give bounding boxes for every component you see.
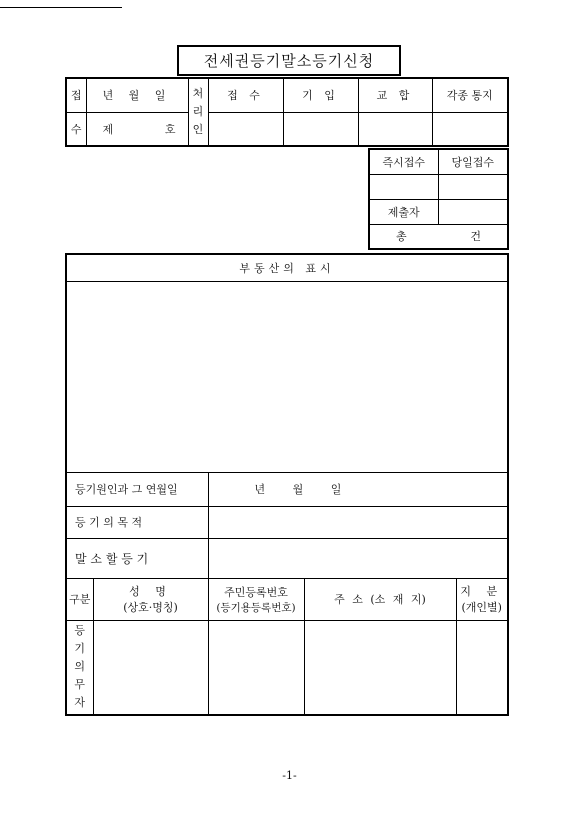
number-prefix: 제	[102, 122, 114, 136]
receipt-table	[65, 77, 509, 147]
obligor-name-field[interactable]	[93, 620, 208, 715]
col-name-line2: (상호·명칭)	[123, 601, 178, 614]
reception-sign-cell[interactable]	[208, 112, 283, 146]
header-collation: 교 합	[358, 78, 432, 112]
col-name-line1: 성 명	[129, 585, 172, 598]
same-day-receipt-cell[interactable]	[438, 174, 508, 199]
purpose-field[interactable]	[208, 506, 508, 538]
same-day-receipt-label: 당일접수	[438, 149, 508, 174]
col-share-line2: (개인별)	[461, 601, 502, 614]
number-suffix: 호	[164, 122, 176, 136]
page-title: 전세권등기말소등기신청	[177, 45, 401, 76]
cause-label: 등기원인과 그 연월일	[66, 472, 208, 506]
reception-label-bottom: 수	[66, 112, 86, 146]
top-rule	[0, 7, 122, 8]
cancel-registration-field[interactable]	[208, 538, 508, 578]
property-description-area[interactable]	[66, 281, 508, 472]
col-share-line1: 지 분	[460, 585, 504, 598]
total-suffix: 건	[470, 230, 481, 244]
notice-sign-cell[interactable]	[432, 112, 508, 146]
cause-date-field[interactable]	[208, 472, 508, 506]
col-id-line2: (등기용등록번호)	[216, 601, 296, 614]
header-reception: 접 수	[208, 78, 283, 112]
col-id	[208, 578, 304, 620]
entry-sign-cell[interactable]	[283, 112, 358, 146]
collation-sign-cell[interactable]	[358, 112, 432, 146]
col-id-line1: 주민등록번호	[224, 585, 288, 599]
receipt-side-box	[368, 148, 509, 250]
application-table	[65, 253, 509, 716]
obligor-share-field[interactable]	[456, 620, 508, 715]
col-address: 주 소 (소 재 지)	[304, 578, 456, 620]
property-header: 부동산의 표시	[66, 254, 508, 281]
reception-label-top: 접	[66, 78, 86, 112]
purpose-label: 등 기 의 목 적	[66, 506, 208, 538]
col-category: 구분	[66, 578, 93, 620]
page-number: -1-	[282, 769, 297, 782]
total-prefix: 총	[396, 230, 407, 244]
immediate-receipt-label: 즉시접수	[369, 149, 438, 174]
obligor-id-field[interactable]	[208, 620, 304, 715]
header-notice: 각종 통지	[432, 78, 508, 112]
obligor-address-field[interactable]	[304, 620, 456, 715]
header-entry: 기 입	[283, 78, 358, 112]
col-name	[93, 578, 208, 620]
col-share	[456, 578, 508, 620]
obligor-label: 등 기 의 무 자	[66, 620, 93, 715]
processor-label: 처 리 인	[188, 78, 208, 146]
cause-date-value: 년 월 일	[254, 483, 342, 496]
immediate-receipt-cell[interactable]	[369, 174, 438, 199]
reception-date-label: 년 월 일	[86, 78, 188, 112]
submitter-cell[interactable]	[438, 199, 508, 224]
total-count-cell	[369, 224, 508, 249]
reception-number-cell	[86, 112, 188, 146]
submitter-label: 제출자	[369, 199, 438, 224]
cancel-registration-label: 말 소 할 등 기	[66, 538, 208, 578]
